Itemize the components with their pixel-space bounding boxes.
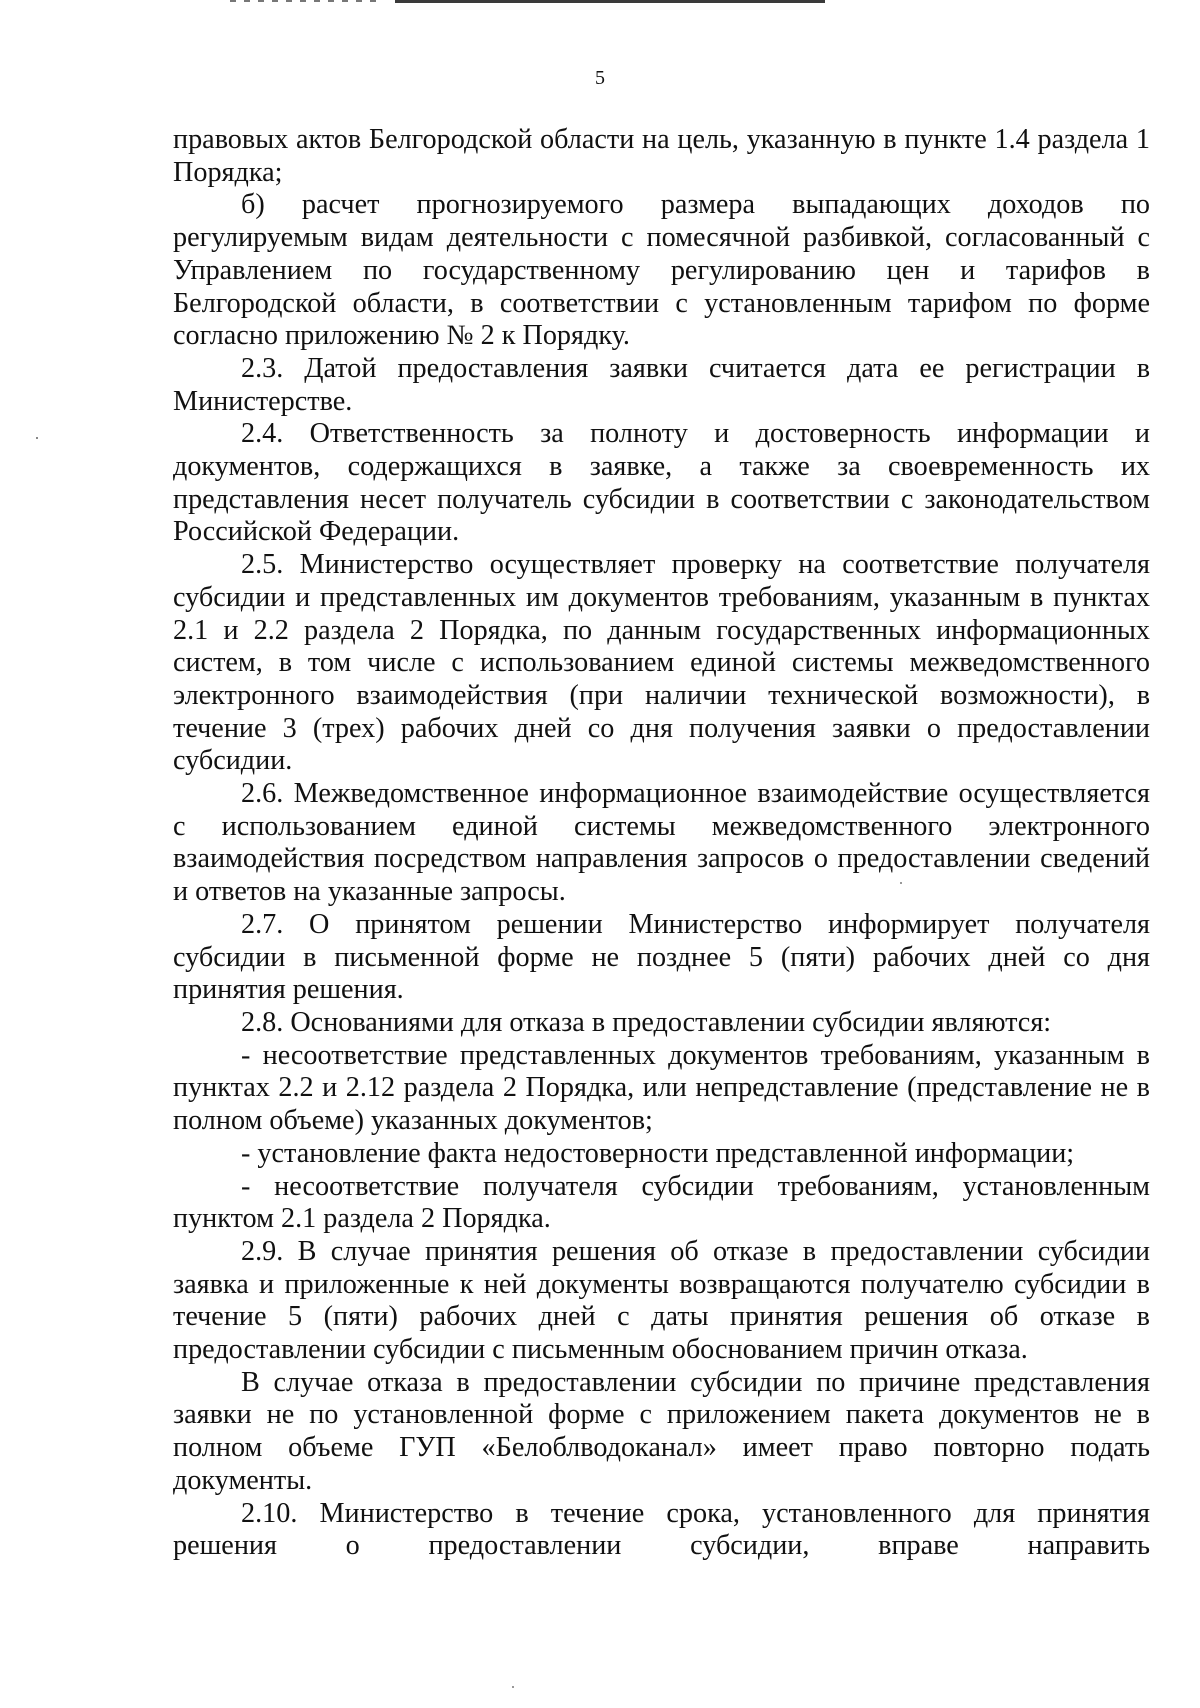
paragraph-2-4: 2.4. Ответственность за полноту и достоверность информации и документов, содержащихся в заявке, а также за своевременность их представления несет получатель субсидии в соответствии с законодательством Российской Федерации. [173,418,1150,548]
paragraph-continuation: правовых актов Белгородской области на цель, указанную в пункте 1.4 раздела 1 Порядка; [173,124,1150,188]
document-body [173,124,1150,1563]
scan-artifact-top-line [395,0,825,3]
paragraph-2-7: 2.7. О принятом решении Министерство информирует получателя субсидии в письменной форме не позднее 5 (пяти) рабочих дней со дня принятия решения. [173,908,1150,1006]
paragraph-item-b: б) расчет прогнозируемого размера выпадающих доходов по регулируемым видам деятельности с помесячной разбивкой, согласованный с Управлением по государственному регулированию цен и тарифов в Белгородской области, в соответствии с установленным тарифом по форме согласно приложению № 2 к Порядку. [173,189,1150,352]
paragraph-2-3: 2.3. Датой предоставления заявки считается дата ее регистрации в Министерстве. [173,352,1150,417]
paragraph-2-8-reason-1: - несоответствие представленных документов требованиям, указанным в пунктах 2.2 и 2.12 раздела 2 Порядка, или непредставление (представление не в полном объеме) указанных документов; [173,1039,1150,1137]
paragraph-2-6: 2.6. Межведомственное информационное взаимодействие осуществляется с использованием единой системы межведомственного электронного взаимодействия посредством направления запросов о предоставлении сведений и ответов на указанные запросы. [173,778,1150,908]
scan-artifact-dot [512,1686,514,1688]
scan-artifact-dot [36,437,38,439]
paragraph-2-10: 2.10. Министерство в течение срока, установленного для принятия решения о предоставлении субсидии, вправе направить [173,1497,1150,1562]
page-number: 5 [595,67,605,89]
scan-artifact-dotted-line [230,0,380,2]
paragraph-2-8: 2.8. Основаниями для отказа в предоставлении субсидии являются: [241,1006,1052,1038]
paragraph-2-5: 2.5. Министерство осуществляет проверку на соответствие получателя субсидии и представленных им документов требованиям, указанным в пунктах 2.1 и 2.2 раздела 2 Порядка, по данным государственных информационных систем, в том числе с использованием единой системы межведомственного электронного взаимодействия (при наличии технической возможности), в течение 3 (трех) рабочих дней со дня получения заявки о предоставлении субсидии. [173,549,1150,777]
paragraph-2-8-reason-2: - установление факта недостоверности представленной информации; [241,1137,1075,1169]
paragraph-2-8-reason-3: - несоответствие получателя субсидии требованиям, установленным пунктом 2.1 раздела 2 Порядка. [173,1170,1150,1235]
paragraph-2-9-refusal: В случае отказа в предоставлении субсидии по причине представления заявки не по установленной форме с приложением пакета документов не в полном объеме ГУП «Белоблводоканал» имеет право повторно подать документы. [173,1366,1150,1496]
paragraph-2-9: 2.9. В случае принятия решения об отказе в предоставлении субсидии заявка и приложенные к ней документы возвращаются получателю субсидии в течение 5 (пяти) рабочих дней с даты принятия решения об отказе в предоставлении субсидии с письменным обоснованием причин отказа. [173,1235,1150,1366]
